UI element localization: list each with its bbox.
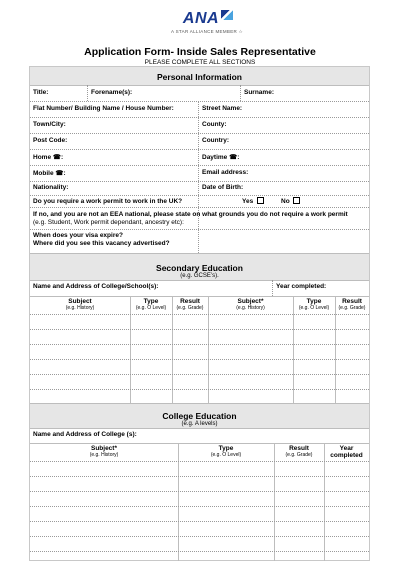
eea-example: (e.g. Student, Work permit dependant, ancestry etc): (33, 219, 184, 226)
street-field-label: Street Name: (202, 105, 243, 112)
sec-col-type-2: Type (e.g. O Level) (298, 298, 330, 311)
ana-logo (178, 10, 238, 28)
vacancy-source-label: Where did you see this vacancy advertised? (33, 240, 170, 247)
flat-field-label: Flat Number/ Building Name / House Number: (33, 105, 174, 112)
logo-tagline: A STAR ALLIANCE MEMBER ☆ (171, 29, 243, 34)
county-field-label: County: (202, 121, 227, 128)
title-field-label: Title: (33, 89, 49, 96)
logo-wordmark: ANA (182, 10, 220, 27)
secondary-section-header (30, 254, 369, 280)
sec-col-result-2: Result (e.g. Grade) (338, 298, 366, 311)
town-field-label: Town/City: (33, 121, 66, 128)
mobile-phone-label: Mobile ☎: (33, 170, 66, 177)
college-section-header (30, 404, 369, 428)
permit-no-checkbox[interactable] (293, 197, 300, 204)
sec-col-subject: Subject (e.g. History) (65, 298, 95, 311)
year-completed-label: Year completed: (276, 283, 327, 290)
school-name-label: Name and Address of College/School(s): (33, 283, 159, 290)
col-col-result: Result (e.g. Grade) (285, 445, 313, 458)
dob-field-label: Date of Birth: (202, 184, 244, 191)
sec-col-subject-2: Subject* (e.g. History) (236, 298, 265, 311)
college-name-label: Name and Address of College (s): (33, 431, 137, 438)
permit-no-label: No (281, 198, 290, 205)
email-field-label: Email address: (202, 169, 249, 176)
application-form (29, 66, 370, 561)
col-col-subject: Subject* (e.g. History) (89, 445, 119, 458)
eea-question: If no, and you are not an EEA national, please state on what grounds you do not require a work permit (33, 211, 348, 218)
college-subheading: (e.g. A levels) (181, 421, 218, 427)
secondary-subheading: (e.g. GCSE’s). (180, 273, 219, 279)
postcode-field-label: Post Code: (33, 137, 68, 144)
home-phone-label: Home ☎: (33, 154, 64, 161)
college-heading: College Education (162, 411, 237, 421)
personal-heading: Personal Information (156, 72, 242, 82)
secondary-heading: Secondary Education (156, 263, 243, 273)
permit-yes-label: Yes (242, 198, 254, 205)
forenames-field-label: Forename(s): (91, 89, 133, 96)
country-field-label: Country: (202, 137, 230, 144)
personal-section-header (30, 67, 369, 85)
daytime-phone-label: Daytime ☎: (202, 154, 240, 161)
sec-col-type: Type (e.g. O Level) (135, 298, 167, 311)
page-subtitle: PLEASE COMPLETE ALL SECTIONS (144, 59, 256, 66)
permit-yes-checkbox[interactable] (257, 197, 264, 204)
work-permit-question: Do you require a work permit to work in the UK? (33, 198, 183, 205)
logo-stripe-icon (221, 10, 233, 20)
page-title: Application Form- Inside Sales Representative (84, 46, 316, 58)
sec-col-result: Result (e.g. Grade) (176, 298, 204, 311)
col-col-year: Year completed (330, 445, 363, 459)
nationality-field-label: Nationality: (33, 184, 69, 191)
col-col-type: Type (e.g. O Level) (210, 445, 242, 458)
visa-expiry-label: When does your visa expire? (33, 232, 123, 239)
surname-field-label: Surname: (244, 89, 274, 96)
